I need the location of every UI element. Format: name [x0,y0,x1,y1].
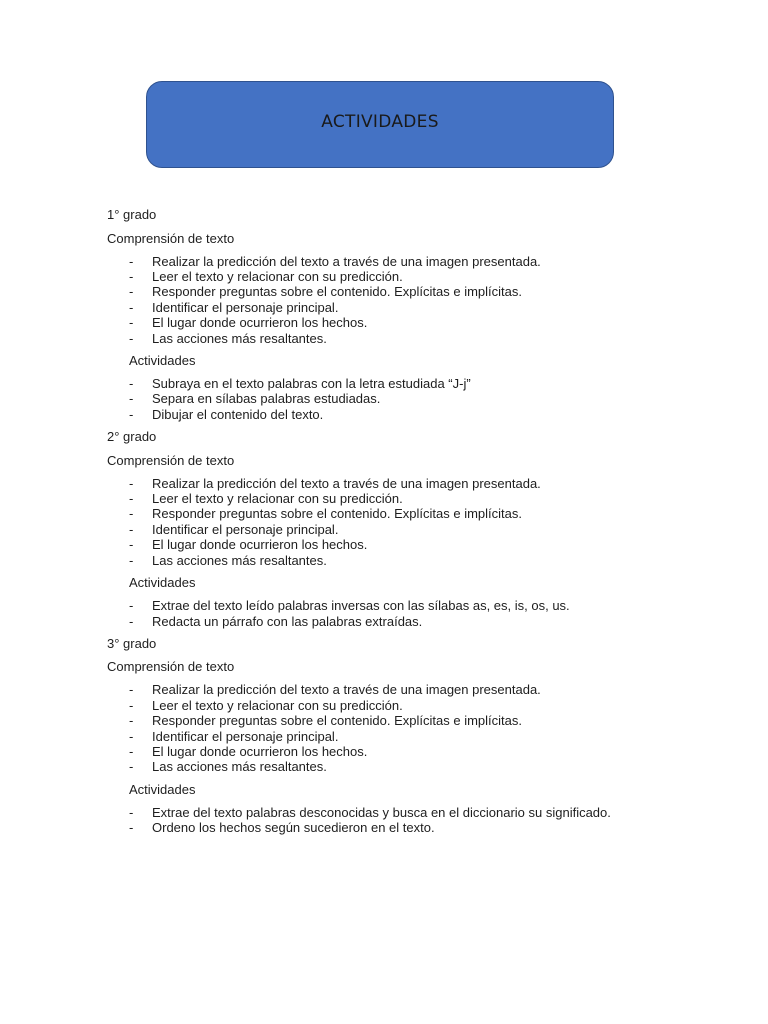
list-item: - Realizar la predicción del texto a través de una imagen presentada. [129,475,541,491]
list-item: - Subraya en el texto palabras con la letra estudiada “J-j” [129,375,471,391]
list-item: - Dibujar el contenido del texto. [129,406,324,422]
grade-heading: 1° grado [107,207,157,222]
list-item: - Realizar la predicción del texto a través de una imagen presentada. [129,682,541,698]
list-item: - Responder preguntas sobre el contenido. Explícitas e implícitas. [129,713,522,729]
activities-label: Actividades [129,575,196,591]
list-item: - El lugar donde ocurrieron los hechos. [129,537,368,553]
grade-heading: 2° grado [107,429,157,445]
list-item: - Redacta un párrafo con las palabras extraídas. [129,613,423,629]
list-item: - Las acciones más resaltantes. [129,552,327,568]
list-item: - Realizar la predicción del texto a través de una imagen presentada. [129,253,541,269]
list-item: - El lugar donde ocurrieron los hechos. [129,315,368,331]
activities-list [107,376,667,422]
list-item: - Responder preguntas sobre el contenido. Explícitas e implícitas. [129,506,522,522]
list-item: - Extrae del texto leído palabras inversas con las sílabas as, es, is, os, us. [129,598,570,614]
list-item: - Responder preguntas sobre el contenido. Explícitas e implícitas. [129,284,522,300]
grade-section [107,429,667,629]
activities-label: Actividades [129,781,196,797]
list-item: - Identificar el personaje principal. [129,728,339,744]
grade-section [107,207,667,422]
list-item: - Identificar el personaje principal. [129,299,339,315]
list-item: - Las acciones más resaltantes. [129,330,327,346]
grade-section [107,636,667,836]
comprehension-list [107,254,667,346]
list-item: - Leer el texto y relacionar con su predicción. [129,491,403,507]
page-title: ACTIVIDADES [321,111,439,132]
comprehension-list [107,476,667,568]
list-item: - Extrae del texto palabras desconocidas y busca en el diccionario su significado. [129,804,611,820]
grade-heading: 3° grado [107,635,157,651]
activities-list [107,598,667,629]
document-body [107,207,667,843]
title-banner [146,81,614,168]
activities-list [107,805,617,836]
section-subtitle: Comprensión de texto [107,452,235,468]
list-item: - Leer el texto y relacionar con su predicción. [129,268,403,284]
section-subtitle: Comprensión de texto [107,230,235,246]
list-item: - El lugar donde ocurrieron los hechos. [129,744,368,760]
section-subtitle: Comprensión de texto [107,659,235,675]
comprehension-list [107,682,667,774]
list-item: - Leer el texto y relacionar con su predicción. [129,697,403,713]
list-item: - Ordeno los hechos según sucedieron en el texto. [129,820,435,836]
list-item: - Identificar el personaje principal. [129,521,339,537]
activities-label: Actividades [129,352,196,368]
list-item: - Separa en sílabas palabras estudiadas. [129,391,381,407]
list-item: - Las acciones más resaltantes. [129,759,327,775]
